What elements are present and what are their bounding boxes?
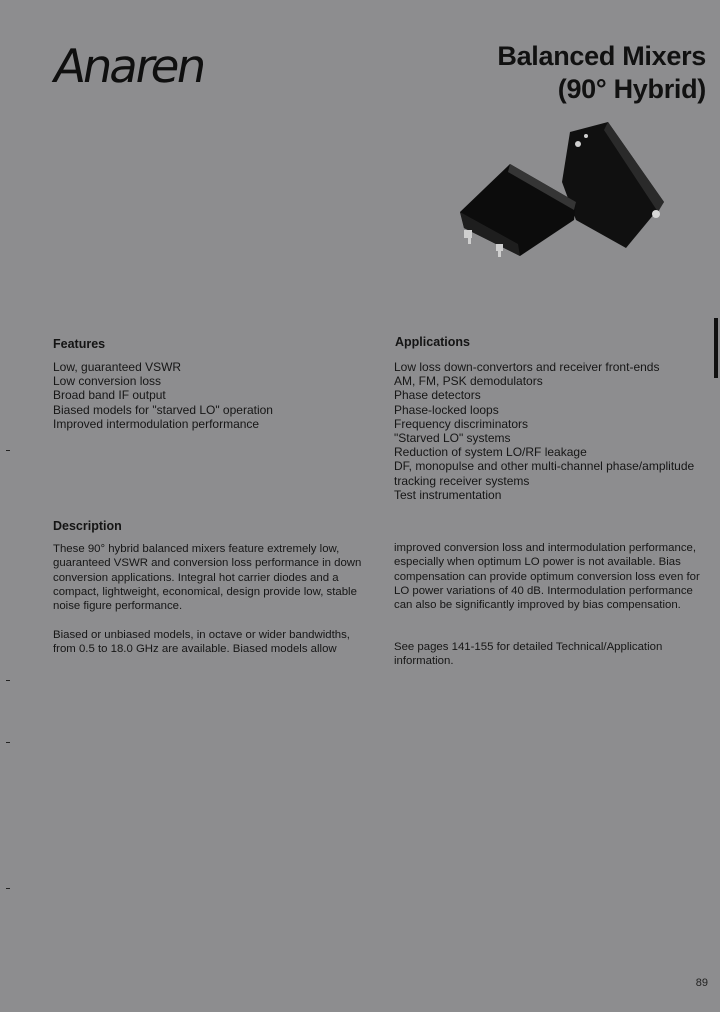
list-item: Broad band IF output xyxy=(53,388,166,403)
features-list xyxy=(53,360,353,431)
list-item: Low loss down-convertors and receiver front-ends xyxy=(394,360,660,374)
list-item: "Starved LO" systems xyxy=(394,431,511,446)
list-item: Test instrumentation xyxy=(394,487,502,502)
description-left-paragraph-1: These 90° hybrid balanced mixers feature extremely low, guaranteed VSWR and conversion loss performance in down conversion applications. Integral hot carrier diodes and a compact, lightweight, economical, design provide low, stable noise figure performance. xyxy=(53,543,362,613)
applications-list xyxy=(394,360,710,502)
page-edge-tab xyxy=(714,318,718,378)
description-heading: Description xyxy=(53,519,122,533)
page-number: 89 xyxy=(695,977,708,989)
description-right-paragraph-2: See pages 141-155 for detailed Technical/Application information. xyxy=(394,641,663,668)
description-right-paragraph-1: improved conversion loss and intermodulation performance, especially when optimum LO power is not available. Bias compensation can provide optimum conversion loss even for LO power variations of 40 dB. Intermodulation performance can also be significantly improved by bias compensation. xyxy=(394,542,700,612)
list-item: Biased models for "starved LO" operation xyxy=(53,402,273,417)
description-left-paragraph-2: Biased or unbiased models, in octave or wider bandwidths, from 0.5 to 18.0 GHz are available. Biased models allow xyxy=(53,629,350,656)
mixer-product-image xyxy=(458,120,668,260)
applications-heading: Applications xyxy=(395,335,471,349)
list-item: DF, monopulse and other multi-channel phase/amplitude xyxy=(394,459,695,474)
margin-mark xyxy=(6,680,10,681)
list-item: AM, FM, PSK demodulators xyxy=(394,374,543,389)
list-item: Phase detectors xyxy=(394,388,481,403)
margin-mark xyxy=(6,450,10,451)
list-item: tracking receiver systems xyxy=(394,473,530,488)
page-title xyxy=(497,40,706,106)
list-item: Low, guaranteed VSWR xyxy=(53,360,182,374)
list-item: Reduction of system LO/RF leakage xyxy=(394,445,587,460)
margin-mark xyxy=(6,742,10,743)
list-item: Phase-locked loops xyxy=(394,402,499,417)
anaren-logo: Anaren xyxy=(49,40,209,94)
margin-mark xyxy=(6,888,10,889)
title-line-2: (90° Hybrid) xyxy=(557,74,706,104)
list-item: Improved intermodulation performance xyxy=(53,416,260,431)
title-line-1: Balanced Mixers xyxy=(497,41,706,71)
list-item: Frequency discriminators xyxy=(394,416,529,431)
features-heading: Features xyxy=(53,337,106,351)
list-item: Low conversion loss xyxy=(53,374,162,389)
